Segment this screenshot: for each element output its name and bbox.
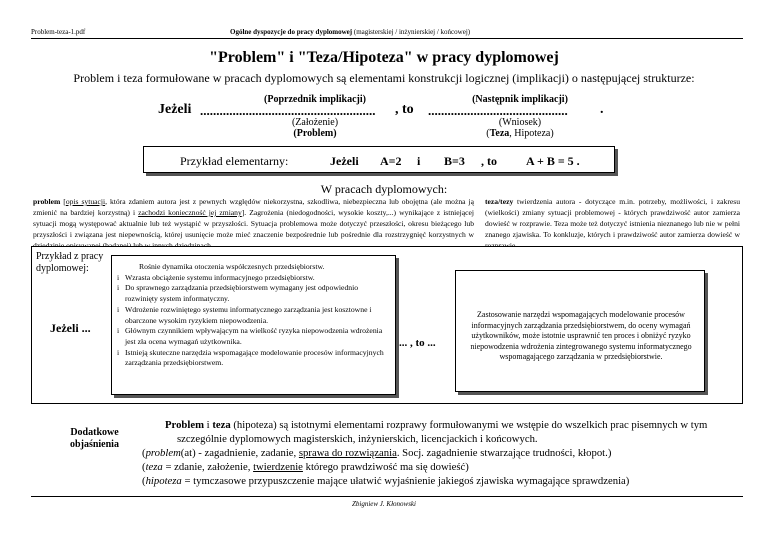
premise-item: i Wzrasta obciążenie systemu informacyjnego przedsiębiorstw. bbox=[117, 272, 315, 282]
extra-label: Dodatkowe objaśnienia bbox=[70, 427, 119, 450]
example-if: Jeżeli bbox=[330, 154, 359, 168]
problem-label: (Problem) bbox=[293, 128, 337, 139]
antecedent-label: (Poprzednik implikacji) bbox=[264, 94, 366, 105]
example-result: A + B = 5 . bbox=[526, 154, 580, 168]
diploma-example-label: Przykład z pracy dyplomowej: bbox=[36, 251, 104, 274]
elementary-example-box bbox=[143, 146, 615, 173]
extra-line-problem: (problem(at) - zagadnienie, zadanie, sprawa do rozwiązania. Socj. zagadnienie stwarzające trudności, kłopot.) bbox=[142, 447, 612, 459]
document-subtitle: Ogólne dyspozycje do pracy dyplomowej (magisterskiej / inżynierskiej / końcowej) bbox=[230, 28, 471, 36]
intro-text: Problem i teza formułowane w pracach dyplomowych są elementami konstrukcji logicznej (implikacji) o następującej strukturze: bbox=[73, 71, 695, 85]
diploma-then: ... , to ... bbox=[399, 337, 436, 349]
schema-then: , to bbox=[395, 102, 414, 117]
problem-description: problem [opis sytuacji, która zdaniem autora jest z pewnych względów niekorzystna, szkodliwa, niebezpieczna lub obojętna (ale można ją zmienić na bardziej korzystną) i zachodzi konieczność jej zmiany]. Zagrożenia (niedogodności, wysokie koszty,...) wynikające z istniejącej sytuacji mogą występować aktualnie lub też wystąpić w przyszłości. Sytuacja problemowa może dotyczyć przeszłości, okresu bieżącego lub przyszłości i związana jest niepewnością, której usunięcie może mieć znaczenie bezpośrednie lub pośrednie dla rozstrzygnięć korzystnych w bbox=[33, 197, 474, 239]
diploma-if: Jeżeli ... bbox=[50, 321, 91, 335]
conclusion-box bbox=[455, 270, 705, 392]
example-b: B=3 bbox=[444, 154, 465, 168]
premise-item: i Istnieją skuteczne narzędzia wspomagające modelowanie procesów informacyjnych zarządzania przedsiębiorstwem. bbox=[117, 347, 384, 368]
premise-item: i Wdrożenie rozwiniętego systemu informatycznego zarządzania jest kosztowne i obarczone wysokim ryzykiem niepowodzenia. bbox=[117, 304, 372, 325]
extra-line-hipoteza: (hipoteza = tymczasowe przypuszczenie mające ułatwić wyjaśnienie jakiegoś zjawiska wymagające sprawdzenia) bbox=[142, 475, 630, 487]
schema-dots-left: ...................................................... bbox=[200, 103, 376, 118]
extra-explanations bbox=[142, 418, 712, 488]
file-name: Problem-teza-1.pdf bbox=[31, 28, 86, 36]
example-a: A=2 bbox=[380, 154, 402, 168]
footer-rule bbox=[31, 496, 743, 497]
footer-author: Zbigniew J. Kłonowski bbox=[352, 500, 416, 508]
extra-line-teza: (teza = zdanie, założenie, twierdzenie którego prawdziwość ma się dowieść) bbox=[142, 461, 469, 473]
premise-intro: Rośnie dynamika otoczenia współczesnych przedsiębiorstw. bbox=[139, 262, 325, 271]
schema-dots-right: ........................................... bbox=[428, 103, 568, 118]
extra-line-1: Problem i teza (hipoteza) są istotnymi elementami rozprawy formułowanymi we wstępie do wszelkich prac pisemnych w tym szczególnie dyplomowych magisterskich, inżynierskich, licencjackich i końcowych. bbox=[165, 419, 708, 445]
example-then: , to bbox=[481, 154, 497, 168]
consequent-label: (Następnik implikacji) bbox=[472, 94, 568, 105]
conclusion-text: Zastosowanie narzędzi wspomagających modelowanie procesów informacyjnych zarządzania przedsiębiorstwem, do oceny wymagań użytkowników, może istotnie usprawnić ten proces i obniżyć ryzyko niepowodzenia wdrożenia zintegrowanego systemu informatycznego wspomagającego zarządzania w przedsiębiorstwie. bbox=[470, 310, 692, 362]
thesis-label: (Teza, Hipoteza) bbox=[486, 128, 554, 139]
conclusion-label: (Wniosek) bbox=[498, 117, 542, 128]
example-label: Przykład elementarny: bbox=[180, 154, 289, 168]
premise-item: i Do sprawnego zarządzania przedsiębiorstwem wymagany jest odpowiednio rozwinięty system informatyczny. bbox=[117, 283, 359, 304]
section-heading: W pracach dyplomowych: bbox=[320, 182, 448, 196]
schema-if: Jeżeli bbox=[158, 102, 192, 117]
premise-item: i Głównym czynnikiem wpływającym na wielkość ryzyka niepowodzenia wdrożenia jest zła ocena wymagań użytkownika. bbox=[117, 326, 383, 346]
assumption-label: (Założenie) bbox=[291, 117, 339, 128]
example-and: i bbox=[417, 154, 421, 168]
schema-period: . bbox=[600, 102, 604, 117]
page-title: "Problem" i "Teza/Hipoteza" w pracy dyplomowej bbox=[209, 49, 559, 66]
premises-box bbox=[111, 255, 396, 395]
thesis-description: teza/tezy twierdzenia autora - dotyczące m.in. potrzeby, możliwości, i zakresu (wielkości) zmiany sytuacji problemowej - których prawdziwość autor zamierza dowieść w rozprawie. Teza może też dotyczyć istnienia nieznanego lub nie w pełni znanego zjawiska. To konkluzje, których i prawdziwość autor zamierza dowieść w bbox=[485, 197, 740, 239]
header-rule bbox=[31, 38, 743, 39]
